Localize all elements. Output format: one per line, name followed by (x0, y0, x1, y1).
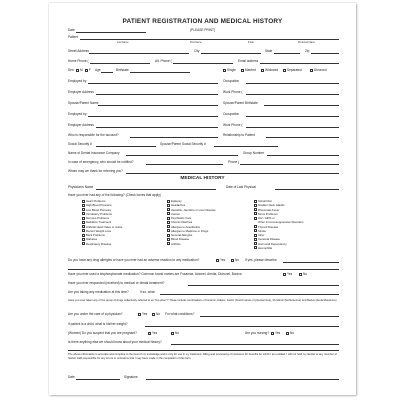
marital-married[interactable]: Married (241, 67, 256, 73)
work-phone-field[interactable] (246, 94, 339, 95)
condition-item[interactable]: Sinus Problems (254, 212, 304, 216)
conditions-column-3 (254, 199, 304, 250)
checkbox[interactable] (167, 229, 170, 232)
zip-label: Zip (305, 49, 310, 53)
checkbox[interactable] (138, 313, 141, 316)
address-row (68, 48, 339, 54)
medical-history-heading: MEDICAL HISTORY (180, 176, 225, 181)
checkbox[interactable] (261, 69, 264, 72)
caption-first-name: First Name (190, 41, 202, 44)
checkbox[interactable] (254, 217, 257, 220)
form-subtitle: (PLEASE PRINT) (190, 28, 215, 32)
bisphosphonate-row (68, 271, 339, 277)
referred-label: Whom may we thank for referring you? (68, 169, 123, 173)
checkbox[interactable] (148, 332, 151, 335)
condition-item[interactable]: Headaches (167, 203, 216, 207)
condition-item[interactable]: Spinal Disc (254, 199, 304, 203)
employer-address-row (68, 89, 339, 95)
condition-item[interactable]: Epilepsy (167, 199, 216, 203)
marital-widowed[interactable]: Widowed (261, 67, 278, 73)
condition-item[interactable]: Hormonal Dependency (254, 242, 304, 246)
spouse-name-label: Spouse/Parent Name (68, 101, 99, 105)
condition-item[interactable]: Back Problems (82, 233, 122, 237)
home-phone-label: Home Phone ( (68, 59, 89, 63)
child-weight-row (68, 321, 339, 327)
alt-phone-field[interactable] (173, 63, 233, 64)
spouse-birthdate-field[interactable] (264, 105, 339, 106)
prior-treatment-field[interactable] (188, 285, 339, 286)
checkbox[interactable] (254, 204, 257, 207)
condition-item[interactable]: Allergies to Medicine or Drugs (167, 229, 216, 233)
signature-field[interactable] (146, 379, 339, 380)
physician-care-field[interactable] (200, 316, 339, 317)
sign-date-field[interactable] (76, 379, 120, 380)
birthdate-field[interactable] (130, 72, 190, 73)
checkbox[interactable] (167, 221, 170, 224)
prior-treatment-question: Have you ever responded (received) to medical or dental treatment? (68, 281, 165, 285)
age-label: Age (95, 68, 101, 72)
referred-field[interactable] (126, 173, 339, 174)
checkbox[interactable] (167, 234, 170, 237)
pregnancy-question: (Women) Do you suspect that you are pregnant? (68, 331, 137, 335)
referral-row (68, 168, 339, 174)
condition-item[interactable]: Respiratory Disease (82, 242, 122, 246)
checkbox[interactable] (254, 212, 257, 215)
marital-single[interactable]: Single (223, 67, 236, 73)
caption-last-name: Last Name (117, 41, 129, 44)
anything-else-row (68, 339, 339, 345)
registration-form-page (49, 3, 356, 395)
anything-else-question: Is there anything else we should know about your medical history? (68, 340, 162, 344)
condition-item: Other Immunosuppressive Disorders (258, 220, 304, 225)
physician-row (68, 184, 339, 190)
phone-row (68, 58, 339, 64)
employer-address-label: Employer Address (68, 90, 94, 94)
birthdate-label: Birthdate (116, 68, 129, 72)
checkbox[interactable] (167, 242, 170, 245)
fen-phen-question: Have you ever taken any of the group of drugs collectively referred to as "fen-phen"? These include combinations of Ionamin, Adipex, Fastin (brand names of phentermine), Pondimin (fenfluramine) and Redux (dexfenfluramine) (68, 299, 337, 302)
spouse-row (68, 100, 339, 106)
physician-field[interactable] (96, 189, 216, 190)
condition-item[interactable]: Allergies to Anesthetics (167, 225, 216, 229)
spouse-employed-label: Employed by (68, 112, 87, 116)
consent-statement: The above information is accurate and complete to the best of my knowledge and is only for use in my treatment, billing and processing of insurance for benefits for which I am entitled. I will not hold my dentist or any member of his/her staff responsible for any errors or omissions that I may have made in the completion of this form. (68, 353, 337, 360)
condition-item[interactable]: Low Blood Pressure (82, 208, 122, 212)
sign-date-label: Date (68, 375, 75, 379)
form-title: PATIENT REGISTRATION AND MEDICAL HISTORY (122, 18, 283, 25)
ssn-field[interactable] (96, 146, 156, 147)
nursing-yes[interactable]: Yes (271, 330, 280, 336)
conditions-prompt: Have you ever had any of the following? (Check boxes that apply) (68, 193, 161, 197)
responsible-label: Who is responsible for the account? (68, 133, 119, 137)
sex-m-option[interactable]: M (76, 67, 83, 73)
spouse-occupation-field[interactable] (246, 116, 339, 117)
nursing-no[interactable]: No (286, 330, 294, 336)
checkbox[interactable] (271, 332, 274, 335)
drug-allergy-row (68, 257, 339, 263)
condition-item[interactable]: Radiation Treatment (82, 220, 122, 224)
checkbox[interactable] (152, 313, 155, 316)
checkbox[interactable] (82, 200, 85, 203)
sex-label: Sex: (68, 68, 75, 72)
checkbox[interactable] (82, 208, 85, 211)
condition-item[interactable]: Diabetes (82, 237, 122, 241)
checkbox[interactable] (167, 217, 170, 220)
physician-care-row (68, 311, 339, 317)
checkbox[interactable] (82, 242, 85, 245)
employed-field[interactable] (88, 83, 218, 84)
conditions-prompt-row (68, 192, 339, 198)
caption-initial: Initial (248, 41, 254, 44)
spouse-birthdate-label: Spouse/Parent Birthdate (223, 101, 258, 105)
checkbox[interactable] (167, 212, 170, 215)
street-field[interactable] (89, 53, 189, 54)
condition-item[interactable]: Nervous Problems (82, 216, 122, 220)
street-label: Street Address (68, 49, 89, 53)
sex-m-checkbox[interactable] (76, 69, 79, 72)
marital-divorced[interactable]: Divorced (310, 67, 327, 73)
email-field[interactable] (260, 63, 339, 64)
city-field[interactable] (201, 53, 261, 54)
pregnancy-row (68, 330, 339, 336)
condition-item[interactable]: High Blood Pressure (82, 203, 122, 207)
occupation-label: Occupation (223, 79, 240, 83)
checkbox[interactable] (254, 225, 257, 228)
insurance-field[interactable] (126, 155, 238, 156)
current-medication-question: Are you taking any medication at this time? (68, 290, 129, 294)
checkbox[interactable] (241, 69, 244, 72)
date-row (68, 27, 339, 33)
employment-row (68, 78, 339, 84)
drug-allergy-describe-label: If yes, please describe (245, 258, 277, 262)
child-weight-question: If patient is a child, what is his/her weight? (68, 322, 128, 326)
emergency-field[interactable] (146, 164, 223, 165)
drug-allergy-no[interactable]: No (231, 257, 239, 263)
drug-allergy-question: Do you have any drug allergies or have you ever had an adverse reaction to any medication? (68, 258, 200, 262)
email-label: Email address (238, 59, 259, 63)
patient-label: Patient (68, 35, 78, 39)
condition-item[interactable]: HIV / AIDS or (254, 216, 304, 220)
checkbox[interactable] (82, 225, 85, 228)
ssn-row (68, 141, 339, 147)
city-label: City (194, 49, 200, 53)
spouse-ssn-label: Spouse/Parent Social Security # (160, 142, 206, 146)
drug-allergy-yes[interactable]: Yes (216, 257, 225, 263)
insurance-row (68, 150, 339, 156)
sex-f-option[interactable]: F (85, 67, 91, 73)
bisphosphonate-no[interactable]: No (299, 271, 307, 277)
spouse-work-phone-label: Work Phone ( (223, 123, 243, 127)
occupation-field[interactable] (246, 83, 339, 84)
condition-item[interactable]: Rheumatic Fever (254, 208, 304, 212)
state-label: State (265, 49, 273, 53)
spouse-occupation-label: Occupation (223, 112, 240, 116)
checkbox[interactable] (171, 332, 174, 335)
spouse-ssn-field[interactable] (214, 146, 278, 147)
bisphosphonate-question: Have you ever used a bisphosphonate medication? Common brand names are Fosamax, Actonel, Aredia, Didronel, Boniva (68, 272, 242, 276)
condition-item[interactable]: Circulatory Problems (82, 212, 122, 216)
checkbox[interactable] (216, 259, 219, 262)
date-field[interactable] (76, 32, 146, 33)
spouse-employer-address-field[interactable] (96, 127, 218, 128)
physician-label: Physician's Name (68, 185, 94, 189)
anything-else-extra-line[interactable] (68, 350, 339, 351)
signature-label: Signature (124, 375, 138, 379)
checkbox[interactable] (254, 229, 257, 232)
checkbox[interactable] (167, 225, 170, 228)
condition-item[interactable]: Blood Disease (167, 237, 216, 241)
checkbox[interactable] (254, 234, 257, 237)
condition-item[interactable]: Venereal Disease (254, 237, 304, 241)
last-exam-label: Date of Last Physical (226, 185, 256, 189)
checkbox[interactable] (167, 200, 170, 203)
current-medication-row (68, 289, 339, 295)
emergency-phone-label: Phone ( (228, 160, 240, 164)
caption-preferred-name: Preferred Name (298, 41, 316, 44)
prior-treatment-row (68, 280, 339, 286)
checkbox[interactable] (82, 212, 85, 215)
checkbox[interactable] (254, 238, 257, 241)
responsible-row (68, 132, 339, 138)
condition-item[interactable]: Artificial Heart Valve or Joints (82, 225, 122, 229)
group-label: Group Number (243, 151, 265, 155)
checkbox[interactable] (167, 208, 170, 211)
work-phone-label: Work Phone ( (223, 90, 243, 94)
home-phone-field[interactable] (90, 63, 150, 64)
emergency-label: In case of emergency, who should be notified? (68, 160, 134, 164)
condition-item[interactable]: Swollen Neck Glands (254, 203, 304, 207)
zip-field[interactable] (311, 53, 339, 54)
checkbox[interactable] (82, 221, 85, 224)
condition-item[interactable]: Arthritis (167, 242, 216, 246)
insurance-label: Name of Dental Insurance Company (68, 151, 120, 155)
drug-allergy-extra-line[interactable] (68, 269, 339, 270)
condition-item[interactable]: Hemophilia (254, 246, 304, 250)
physician-care-no[interactable]: No (152, 311, 160, 317)
condition-item[interactable]: Cancer (167, 212, 216, 216)
checkbox[interactable] (283, 273, 286, 276)
patient-row (68, 34, 339, 40)
spouse-name-field[interactable] (98, 105, 218, 106)
checkbox[interactable] (82, 217, 85, 220)
bisphosphonate-yes[interactable]: Yes (283, 271, 292, 277)
pregnancy-no[interactable]: No (171, 330, 179, 336)
checkbox[interactable] (167, 238, 170, 241)
anything-else-field[interactable] (171, 344, 339, 345)
checkbox[interactable] (254, 246, 257, 249)
relationship-field[interactable] (266, 137, 339, 138)
checkbox[interactable] (254, 208, 257, 211)
group-field[interactable] (267, 155, 339, 156)
employed-label: Employed by (68, 79, 87, 83)
checkbox[interactable] (82, 234, 85, 237)
spouse-employer-address-label: Employer Address (68, 123, 94, 127)
checkbox[interactable] (82, 238, 85, 241)
checkbox[interactable] (82, 204, 85, 207)
checkbox[interactable] (283, 69, 286, 72)
signature-row (68, 374, 339, 380)
condition-item[interactable]: Hepatitis, Jaundice or Liver Disease (167, 208, 216, 212)
current-medication-field[interactable] (160, 294, 339, 295)
spouse-work-phone-field[interactable] (246, 127, 339, 128)
sex-f-checkbox[interactable] (85, 69, 88, 72)
spouse-employment-row (68, 111, 339, 117)
conditions-column-2 (167, 199, 216, 246)
physician-care-question: Are you under the care of a physician? (68, 312, 123, 316)
responsible-field[interactable] (130, 137, 218, 138)
condition-item[interactable]: Psychiatric Care (167, 216, 216, 220)
physician-care-yes[interactable]: Yes (138, 311, 147, 317)
conditions-column-1 (82, 199, 122, 246)
checkbox[interactable] (299, 273, 302, 276)
emergency-row (68, 159, 339, 165)
state-field[interactable] (274, 53, 300, 54)
condition-item[interactable]: Heart Problems (82, 199, 122, 203)
child-weight-field[interactable] (145, 326, 339, 327)
last-exam-field[interactable] (275, 189, 339, 190)
checkbox[interactable] (310, 69, 313, 72)
checkbox[interactable] (254, 242, 257, 245)
age-field[interactable] (101, 72, 113, 73)
spouse-employer-row (68, 122, 339, 128)
condition-item[interactable]: Recent Weight Loss (82, 229, 122, 233)
checkbox[interactable] (167, 204, 170, 207)
checkbox[interactable] (223, 69, 226, 72)
checkbox[interactable] (254, 200, 257, 203)
checkbox[interactable] (231, 259, 234, 262)
current-medication-if-so: If so, what (140, 290, 155, 294)
condition-item[interactable]: Chronic Diarrhea (167, 220, 216, 224)
employer-address-field[interactable] (96, 94, 218, 95)
drug-allergy-field[interactable] (283, 262, 339, 263)
pregnancy-yes[interactable]: Yes (148, 330, 157, 336)
spouse-employed-field[interactable] (88, 116, 218, 117)
condition-item[interactable]: Thyroid Disease (254, 225, 304, 229)
patient-name-field[interactable] (80, 39, 339, 40)
condition-item[interactable]: General Allergies (167, 233, 216, 237)
checkbox[interactable] (286, 332, 289, 335)
condition-item[interactable]: Ulcer (254, 233, 304, 237)
checkbox[interactable] (82, 229, 85, 232)
demographics-row (68, 67, 339, 73)
date-label: Date (68, 28, 75, 32)
nursing-question: Are you nursing? (245, 331, 270, 335)
physician-care-conditions-label: For what conditions? (165, 312, 195, 316)
alt-phone-label: Alt. Phone ( (155, 59, 172, 63)
marital-separated[interactable]: Separated (283, 67, 302, 73)
ssn-label: Social Security # (68, 142, 92, 146)
condition-item[interactable]: Stroke (254, 229, 304, 233)
emergency-phone-field[interactable] (240, 164, 339, 165)
relationship-label: Relationship to Patient (223, 133, 255, 137)
